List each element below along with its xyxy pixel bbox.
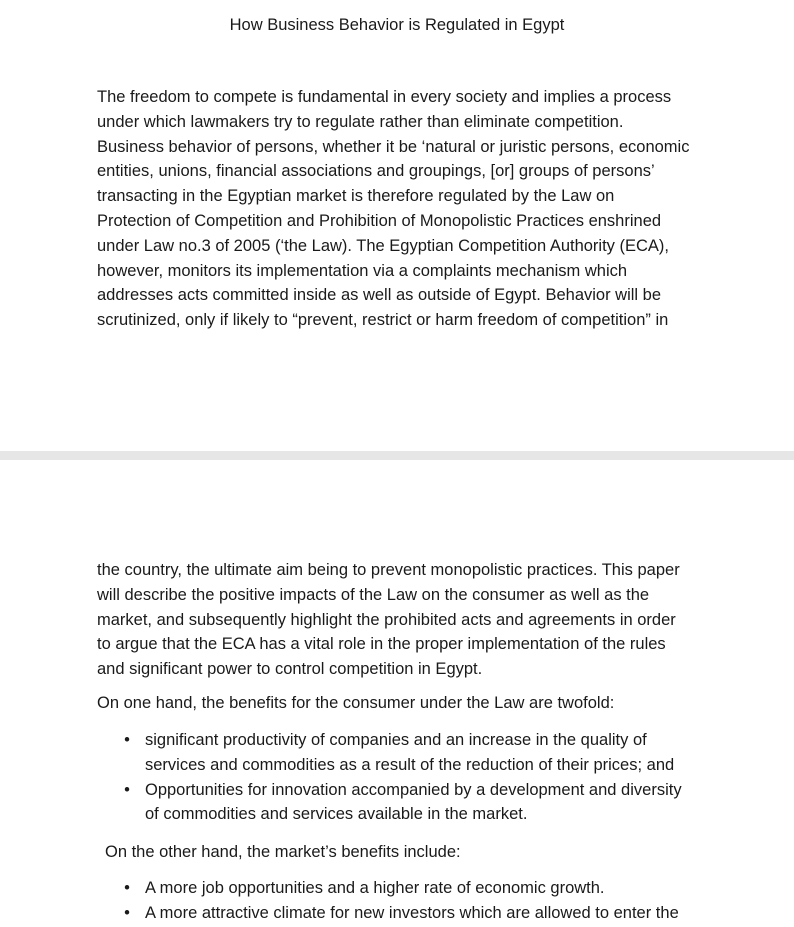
list-item-line: of commodities and services available in the market. bbox=[145, 805, 528, 824]
list-item-line: Opportunities for innovation accompanied by a development and diversity bbox=[145, 780, 682, 799]
paragraph-line: On one hand, the benefits for the consumer under the Law are twofold: bbox=[97, 694, 615, 712]
page-header-title: How Business Behavior is Regulated in Egypt bbox=[229, 16, 565, 34]
paragraph-line: under which lawmakers try to regulate rather than eliminate competition. bbox=[97, 112, 624, 131]
bullet-icon: • bbox=[124, 879, 130, 897]
bullet-icon: • bbox=[124, 731, 130, 749]
list-item bbox=[97, 876, 737, 901]
paragraph-line: transacting in the Egyptian market is therefore regulated by the Law on bbox=[97, 187, 615, 206]
list-item-line: services and commodities as a result of the reduction of their prices; and bbox=[145, 755, 675, 774]
paragraph-line: under Law no.3 of 2005 (‘the Law). The Egyptian Competition Authority (ECA), bbox=[97, 236, 670, 255]
document-page-2 bbox=[0, 460, 794, 927]
paragraph-line: entities, unions, financial associations and groupings, [or] groups of persons’ bbox=[97, 162, 655, 181]
market-benefits-list bbox=[97, 876, 737, 926]
continued-paragraph bbox=[97, 558, 722, 682]
list-item-line: A more attractive climate for new investors which are allowed to enter the bbox=[145, 903, 679, 922]
list-item bbox=[97, 901, 737, 926]
list-item bbox=[97, 778, 737, 828]
paragraph-line: scrutinized, only if likely to “prevent, restrict or harm freedom of competition” in bbox=[97, 311, 669, 330]
document-page-1 bbox=[0, 0, 794, 451]
paragraph-line: market, and subsequently highlight the prohibited acts and agreements in order bbox=[97, 610, 676, 629]
paragraph-line: to argue that the ECA has a vital role in the proper implementation of the rules bbox=[97, 635, 666, 654]
consumer-benefits-list bbox=[97, 728, 737, 827]
intro-paragraph bbox=[97, 85, 722, 333]
bullet-icon: • bbox=[124, 780, 130, 799]
consumer-benefits-intro bbox=[97, 691, 722, 716]
list-item bbox=[97, 728, 737, 778]
list-item-line: A more job opportunities and a higher rate of economic growth. bbox=[145, 879, 605, 897]
paragraph-line: and significant power to control competition in Egypt. bbox=[97, 660, 483, 679]
market-benefits-intro bbox=[105, 840, 730, 865]
paragraph-line: will describe the positive impacts of the Law on the consumer as well as the bbox=[97, 585, 650, 604]
page-break-divider bbox=[0, 451, 794, 460]
paragraph-line: The freedom to compete is fundamental in every society and implies a process bbox=[97, 88, 672, 106]
paragraph-line: the country, the ultimate aim being to prevent monopolistic practices. This paper bbox=[97, 561, 680, 579]
paragraph-line: Business behavior of persons, whether it be ‘natural or juristic persons, economic bbox=[97, 137, 690, 156]
paragraph-line: however, monitors its implementation via a complaints mechanism which bbox=[97, 261, 628, 280]
bullet-icon: • bbox=[124, 903, 130, 922]
paragraph-line: addresses acts committed inside as well as outside of Egypt. Behavior will be bbox=[97, 286, 662, 305]
paragraph-line: Protection of Competition and Prohibition of Monopolistic Practices enshrined bbox=[97, 211, 662, 230]
list-item-line: significant productivity of companies and an increase in the quality of bbox=[145, 731, 647, 749]
paragraph-line: On the other hand, the market’s benefits include: bbox=[105, 843, 461, 861]
